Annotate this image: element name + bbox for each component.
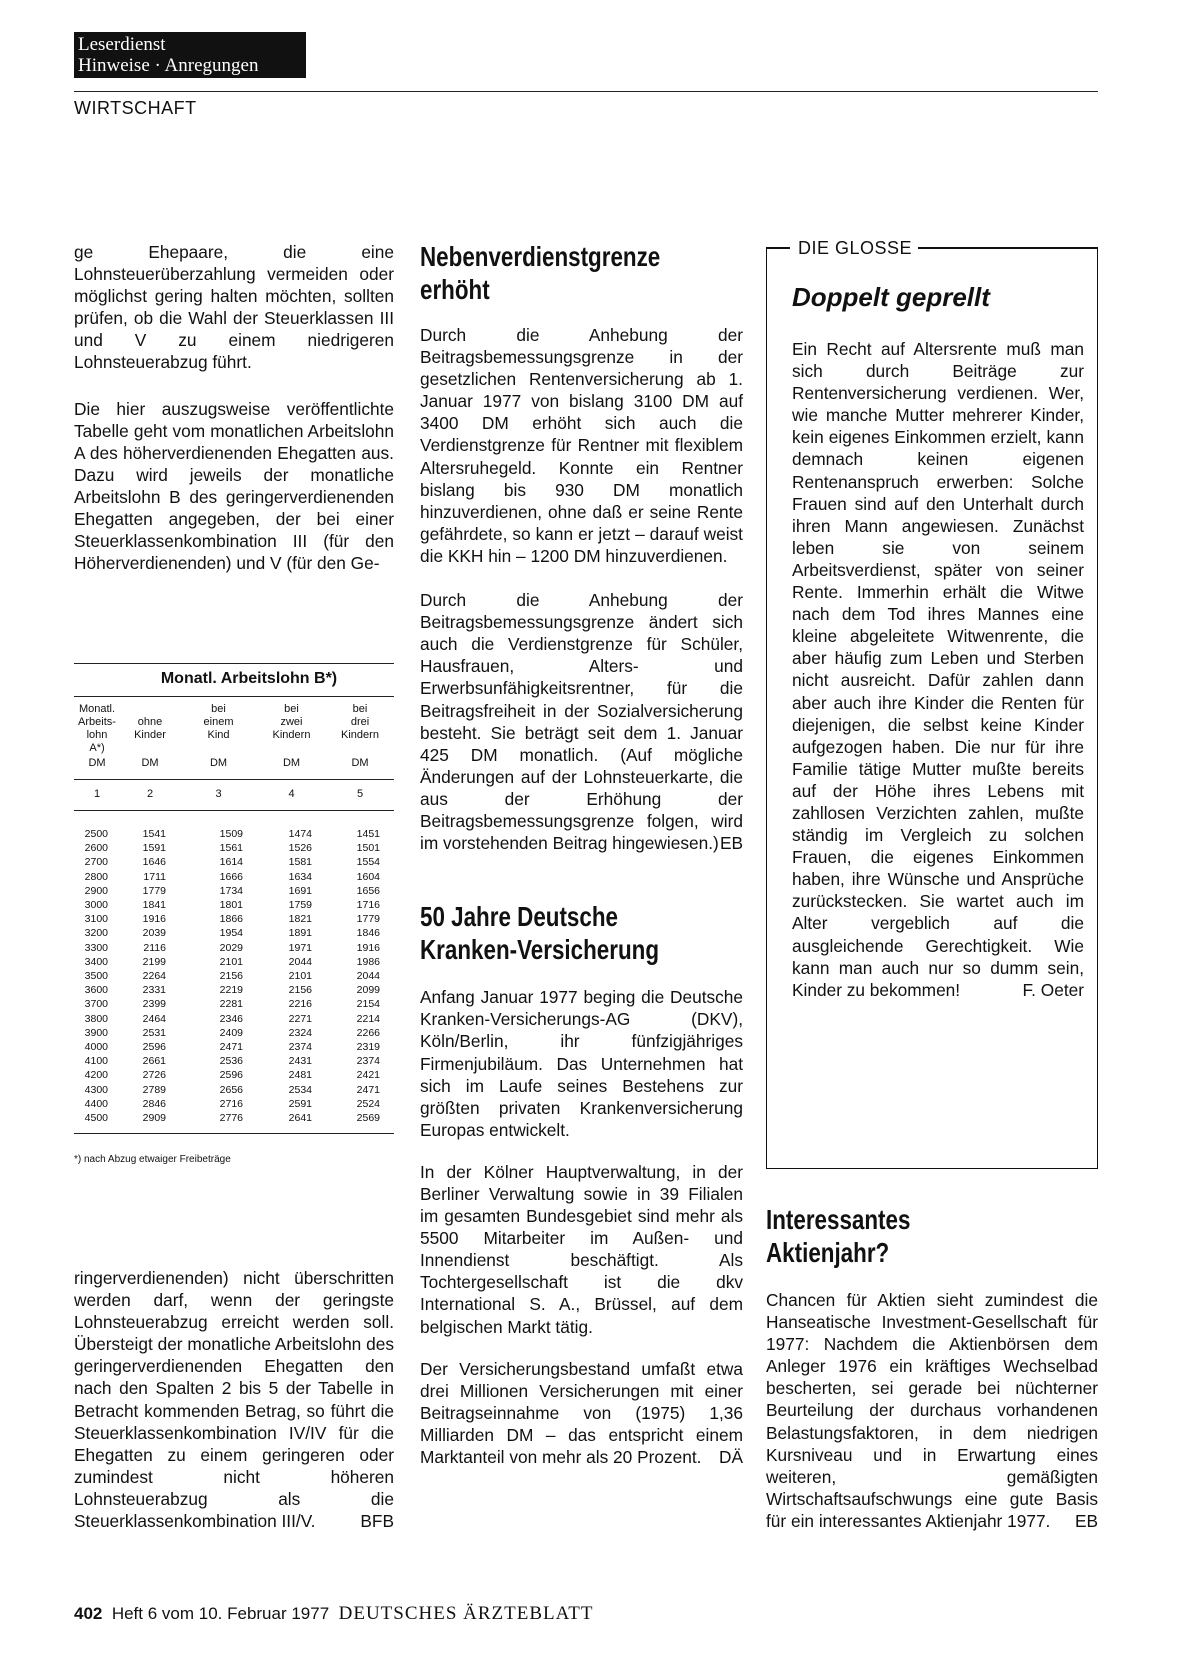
- table-cell: 3600: [84, 984, 108, 997]
- table-cell: 1604: [356, 870, 380, 883]
- table-cell: 2154: [356, 998, 380, 1011]
- table-cell: 2591: [288, 1097, 312, 1110]
- table-row: [74, 1097, 394, 1111]
- table-cell: 1891: [288, 927, 312, 940]
- headline-aktienjahr-2: Aktienjahr?: [766, 1237, 890, 1268]
- col3-paragraph: Chancen für Aktien sieht zumindest die Hanseatische Investment-Gesellschaft für 1977: Nachdem die Aktienbörsen dem Anleger 1976 ein kräftiges Wechselbad bescherten, sei gerade bei nüchterner Beurteilung der durchaus vorhandenen Belastungsfaktoren, in dem niedrigen Kursniveau und in Erwartung eines weiteren, gemäßigten Wirtschaftsaufschwungs eine gute Basis für ein interessantes Aktienjahr 1977.: [766, 1290, 1098, 1531]
- table-cell: 2431: [288, 1055, 312, 1068]
- header-box-line1: Leserdienst: [78, 34, 166, 55]
- table-header-cell: [180, 703, 257, 755]
- table-header-line: drei: [350, 716, 370, 728]
- table-cell: 4200: [84, 1069, 108, 1082]
- table-cell: 1711: [143, 870, 166, 883]
- table-unit-cell: DM: [141, 757, 159, 769]
- table-row: [74, 1040, 394, 1054]
- table-header-line: ohne: [137, 716, 163, 728]
- table-row: [74, 926, 394, 940]
- table-header-line: zwei: [280, 716, 303, 728]
- table-cell: 2399: [142, 998, 166, 1011]
- table-body: [74, 811, 394, 1125]
- table-cell: 2374: [356, 1055, 380, 1068]
- table-header: [74, 697, 394, 755]
- table-header-line: Kinder: [134, 729, 166, 741]
- table-row: [74, 870, 394, 884]
- col2-paragraph-1: Durch die Anhebung der Beitragsbemessungsgrenze in der gesetzlichen Rentenversicherung ab 1. Januar 1977 von bislang 3100 DM auf 3400 DM erhöht sich auch die Verdienstgrenze für Rentner mit flexiblem Altersruhegeld. Konnte ein Rentner bislang bis 930 DM monatlich hinzuverdienen, ohne daß er seine Rente gefährdete, so kann er jetzt – darauf weist die KKH hin – 1200 DM hinzuverdienen.: [420, 325, 743, 566]
- table-row: [74, 912, 394, 926]
- page-footer: [74, 1603, 593, 1625]
- table-cell: 1581: [288, 856, 312, 869]
- table-cell: 2319: [356, 1041, 380, 1054]
- table-cell: 2716: [219, 1097, 243, 1110]
- table-cell: 1474: [288, 828, 312, 840]
- table-cell: 3400: [84, 955, 108, 968]
- headline-aktienjahr-1: Interessantes: [766, 1204, 911, 1235]
- table-header-cell: [120, 703, 180, 755]
- table-cell: 2331: [142, 984, 166, 997]
- column-1-upper: [74, 241, 394, 574]
- table-number-cell: 5: [356, 788, 364, 800]
- table-cell: 2569: [356, 1112, 380, 1125]
- table-cell: 2656: [219, 1083, 243, 1096]
- table-cell: 1734: [219, 884, 243, 897]
- table-cell: 2534: [288, 1083, 312, 1096]
- table-unit-cell: DM: [282, 757, 301, 769]
- table-cell: 1554: [356, 856, 380, 869]
- table-cell: 2346: [219, 1012, 243, 1025]
- table-cell: 3500: [84, 970, 108, 983]
- table-cell: 2700: [84, 856, 108, 869]
- table-cell: 1846: [356, 927, 380, 940]
- table-cell: 2524: [356, 1097, 380, 1110]
- table-row: [74, 1012, 394, 1026]
- table-cell: 2531: [142, 1026, 166, 1039]
- header-rule: [74, 91, 1098, 92]
- table-cell: 1666: [219, 870, 243, 883]
- table-header-line: einem: [203, 716, 234, 728]
- table-cell: 2900: [84, 884, 108, 897]
- table-row: [74, 983, 394, 997]
- table-cell: 3700: [84, 998, 108, 1011]
- table-cell: 2600: [84, 842, 108, 855]
- table-row: [74, 898, 394, 912]
- table-header-cell: [257, 703, 326, 755]
- table-header-cell: [74, 703, 120, 755]
- table-cell: 2481: [288, 1069, 312, 1082]
- table-cell: 2596: [219, 1069, 243, 1082]
- table-cell: 2909: [142, 1112, 166, 1125]
- table-cell: 2156: [288, 984, 312, 997]
- glosse-text: Ein Recht auf Altersrente muß man sich durch Beiträge zur Rentenversicherung verdienen. Wer, wie manche Mutter mehrerer Kinder, kein eigenes Einkommen erzielt, kann demnach keinen eigenen Rentenanspruch erwerben: Solche Frauen sind auf den Unterhalt durch ihren Mann angewiesen. Zunächst leben sie von seinem Arbeitsverdienst, später von seiner Rente. Immerhin erhält die Witwe nach dem Tod ihres Mannes eine kleine abgeleitete Witwenrente, die aber häufig zum Leben und Sterben nicht ausreicht. Dafür zahlen dann aber auch ihre Kinder die Renten für diejenigen, die selbst keine Kinder aufgezogen haben. Die nur für ihre Familie tätige Mutter mußte bereits auf der Höhe ihres Lebens mit zahllosen Verzichten zahlen, mußte ständig im Vergleich zu solchen Frauen, die eigenes Einkommen haben, ihre Wünsche und Ansprüche zurückstecken. Sie wartet auch im Alter vergeblich auf die ausgleichende Gerechtigkeit. Wie kann man auch nur so dumm sein, Kinder zu bekommen!: [792, 339, 1084, 1000]
- table-cell: 1971: [288, 941, 312, 954]
- table-header-line: [257, 742, 326, 755]
- table-cell: 2281: [219, 998, 243, 1011]
- table-row: [74, 884, 394, 898]
- table-cell: 3900: [84, 1026, 108, 1039]
- column-2: [420, 240, 743, 1468]
- section-label: WIRTSCHAFT: [74, 98, 197, 118]
- table-cell: 2266: [356, 1026, 380, 1039]
- table-cell: 1986: [356, 955, 380, 968]
- table-cell: 1779: [142, 884, 166, 897]
- table-cell: 4300: [84, 1083, 108, 1096]
- table-header-line: lohn: [86, 729, 108, 741]
- table-row: [74, 997, 394, 1011]
- table-cell: 4000: [84, 1041, 108, 1054]
- table-cell: 1916: [356, 941, 380, 954]
- col2-paragraph-2: Durch die Anhebung der Beitragsbemessungsgrenze ändert sich auch die Verdienstgrenze für Schüler, Hausfrauen, Alters- und Erwerbsunfähigkeitsrentner, für die Beitragsfreiheit in der Sozialversicherung besteht. Sie beträgt seit dem 1. Januar 425 DM monatlich. (Auf mögliche Änderungen auf der Lohnsteuerkarte, die aus der Erhöhung der Beitragsbemessungsgrenze folgen, wird im vorstehenden Beitrag hingewiesen.): [420, 590, 743, 854]
- table-cell: 1541: [142, 828, 166, 840]
- table-row: [74, 1026, 394, 1040]
- table-cell: 1759: [288, 899, 312, 912]
- table-column-numbers: [74, 780, 394, 810]
- col2-paragraph-5: Der Versicherungsbestand umfaßt etwa drei Millionen Versicherungen mit einer Beitragseinnahme von (1975) 1,36 Milliarden DM – das entspricht einem Marktanteil von mehr als 20 Prozent.: [420, 1358, 743, 1468]
- table-cell: 1614: [219, 856, 243, 869]
- table-row: [74, 1054, 394, 1068]
- table-header-line: Monatl.: [78, 703, 116, 715]
- table-bottom-rule: [74, 1133, 394, 1134]
- col1-paragraph-1: ge Ehepaare, die eine Lohnsteuerüberzahlung vermeiden oder möglichst gering halten möchten, sollten prüfen, ob die Wahl der Steuerklassen III und V zu einem niedrigeren Lohnsteuerabzug führt.: [74, 242, 394, 373]
- headline-nebenverdienst-1: Nebenverdienstgrenze: [420, 241, 661, 272]
- table-cell: 2789: [142, 1083, 166, 1096]
- table-header-cell: [326, 703, 394, 755]
- table-cell: 2464: [142, 1012, 166, 1025]
- page-number: 402: [74, 1604, 103, 1623]
- col2-signature-1: EB: [719, 833, 743, 854]
- table-cell: 2471: [356, 1083, 380, 1096]
- table-cell: 2099: [356, 984, 380, 997]
- table-cell: 2726: [142, 1069, 166, 1082]
- col2-signature-2: DÄ: [718, 1447, 743, 1468]
- table-cell: 2101: [288, 970, 312, 983]
- glosse-top-rule-right: [918, 247, 1098, 249]
- table-units: [74, 755, 394, 779]
- table-row: [74, 841, 394, 855]
- col2-paragraph-4: In der Kölner Hauptverwaltung, in der Berliner Verwaltung sowie in 39 Filialen im gesamten Bundesgebiet sind mehr als 5500 Mitarbeiter im Außen- und Innendienst beschäftigt. Als Tochtergesellschaft ist die dkv International S. A., Brüssel, auf dem belgischen Markt tätig.: [420, 1161, 743, 1337]
- table-cell: 3000: [84, 899, 108, 912]
- table-row: [74, 827, 394, 841]
- table-cell: 1526: [288, 842, 312, 855]
- table-cell: 2156: [219, 970, 243, 983]
- col1-paragraph-2: Die hier auszugsweise veröffentlichte Tabelle geht vom monatlichen Arbeitslohn A des höherverdienenden Ehegatten aus. Dazu wird jeweils der monatliche Arbeitslohn B des geringerverdienenden Ehegatten angegeben, der bei einer Steuerklassenkombination III (für den Höherverdienenden) und V (für den Ge-: [74, 398, 394, 574]
- table-row: [74, 955, 394, 969]
- table-cell: 2101: [219, 955, 243, 968]
- glosse-title: Doppelt geprellt: [792, 282, 990, 312]
- col1-paragraph-3: ringerverdienenden) nicht überschritten werden darf, wenn der geringste Lohnsteuerabzug erreicht werden soll. Übersteigt der monatliche Arbeitslohn des geringerverdienenden Ehegatten den nach den Spalten 2 bis 5 der Tabelle in Betracht kommenden Betrag, so führt die Steuerklassenkombination IV/IV für die Ehegatten zu einem geringeren oder zumindest nicht höheren Lohnsteuerabzug als die Steuerklassenkombination III/V.: [74, 1268, 394, 1532]
- table-cell: 1561: [219, 842, 243, 855]
- table-row: [74, 1111, 394, 1125]
- table-cell: 2214: [356, 1012, 380, 1025]
- table-header-line: [180, 742, 257, 755]
- table-cell: 2199: [142, 955, 166, 968]
- table-header-line: Kindern: [341, 729, 379, 741]
- table-header-line: bei: [211, 703, 226, 715]
- table-cell: 2661: [142, 1055, 166, 1068]
- table-unit-cell: DM: [351, 757, 369, 769]
- table-cell: 2596: [142, 1041, 166, 1054]
- table-cell: 2846: [142, 1097, 166, 1110]
- table-cell: 1501: [356, 842, 380, 855]
- table-header-line: Kindern: [272, 729, 311, 741]
- col3-signature: EB: [1074, 1511, 1098, 1532]
- glosse-label: DIE GLOSSE: [794, 238, 916, 259]
- table-cell: 1591: [142, 842, 166, 855]
- table-cell: 1634: [288, 870, 312, 883]
- table-cell: 4500: [84, 1112, 108, 1125]
- col1-signature: BFB: [360, 1511, 394, 1532]
- header-box-line2: Hinweise · Anregungen: [78, 55, 259, 76]
- table-cell: 1656: [356, 884, 380, 897]
- table-header-line: [120, 742, 180, 755]
- issue-info: Heft 6 vom 10. Februar 1977: [111, 1604, 330, 1623]
- table-title: Monatl. Arbeitslohn B*): [160, 670, 338, 687]
- column-header-box: [74, 32, 306, 78]
- table-cell: 2271: [288, 1012, 312, 1025]
- table-cell: 1646: [142, 856, 166, 869]
- table-cell: 1954: [219, 927, 243, 940]
- table-header-line: bei: [284, 703, 299, 715]
- glosse-top-rule-left: [766, 247, 790, 249]
- table-header-line: [120, 703, 180, 716]
- headline-nebenverdienst-2: erhöht: [420, 274, 490, 305]
- table-cell: 2421: [356, 1069, 380, 1082]
- magazine-name: DEUTSCHES ÄRZTEBLATT: [338, 1603, 594, 1624]
- table-cell: 4100: [84, 1055, 108, 1068]
- headline-dkv-2: Kranken-Versicherung: [420, 934, 660, 966]
- table-header-line: Kind: [207, 729, 230, 741]
- col2-paragraph-3: Anfang Januar 1977 beging die Deutsche Kranken-Versicherungs-AG (DKV), Köln/Berlin, ihr fünfzigjähriges Firmenjubiläum. Das Unternehmen hat sich im Laufe seines Bestehens zur größten privaten Krankenversicherung Europas entwickelt.: [420, 987, 743, 1140]
- table-cell: 3300: [84, 941, 108, 954]
- table-cell: 1821: [288, 913, 312, 926]
- table-number-cell: 2: [146, 788, 154, 800]
- table-cell: 2029: [219, 941, 243, 954]
- table-cell: 2776: [219, 1112, 243, 1125]
- table-cell: 2219: [219, 984, 243, 997]
- table-cell: 3200: [84, 927, 108, 940]
- table-cell: 2536: [219, 1055, 243, 1068]
- table-cell: 1801: [219, 899, 243, 912]
- table-cell: 1691: [288, 884, 312, 897]
- table-cell: 1841: [142, 899, 166, 912]
- table-row: [74, 941, 394, 955]
- table-unit-cell: DM: [88, 757, 106, 769]
- column-1-lower: [74, 1267, 394, 1532]
- table-cell: 3100: [84, 913, 108, 926]
- table-header-line: Arbeits-: [78, 716, 116, 728]
- table-cell: 2500: [84, 828, 108, 840]
- table-row: [74, 855, 394, 869]
- glosse-signature: F. Oeter: [1022, 979, 1084, 1000]
- table-cell: 1866: [219, 913, 243, 926]
- glosse-body: [792, 338, 1084, 1001]
- table-row: [74, 1068, 394, 1082]
- table-footnote: *) nach Abzug etwaiger Freibeträge: [74, 1154, 231, 1166]
- table-number-cell: 1: [93, 788, 101, 800]
- table-cell: 2409: [219, 1026, 243, 1039]
- income-table: [74, 663, 394, 1165]
- table-cell: 2216: [288, 998, 312, 1011]
- table-cell: 1916: [142, 913, 166, 926]
- table-cell: 2039: [142, 927, 166, 940]
- table-cell: 2044: [288, 955, 312, 968]
- table-unit-cell: DM: [209, 757, 228, 769]
- table-cell: 1779: [356, 913, 380, 926]
- table-row: [74, 969, 394, 983]
- table-header-line: [326, 742, 394, 755]
- table-number-cell: 4: [288, 788, 295, 800]
- column-3-lower: [766, 1203, 1098, 1532]
- table-cell: 2324: [288, 1026, 312, 1039]
- headline-dkv-1: 50 Jahre Deutsche: [420, 901, 618, 933]
- table-header-line: A*): [89, 742, 105, 754]
- table-number-cell: 3: [215, 788, 222, 800]
- table-cell: 2800: [84, 870, 108, 883]
- table-row: [74, 1083, 394, 1097]
- table-cell: 2641: [288, 1112, 312, 1125]
- table-cell: 1716: [356, 899, 380, 912]
- table-header-line: bei: [352, 703, 368, 715]
- table-cell: 1451: [356, 828, 380, 840]
- table-cell: 2471: [219, 1041, 243, 1054]
- table-cell: 3800: [84, 1012, 108, 1025]
- table-cell: 2264: [142, 970, 166, 983]
- table-cell: 2116: [143, 941, 166, 954]
- table-cell: 2044: [356, 970, 380, 983]
- table-cell: 1509: [219, 828, 243, 840]
- table-cell: 4400: [84, 1097, 108, 1110]
- table-cell: 2374: [288, 1041, 312, 1054]
